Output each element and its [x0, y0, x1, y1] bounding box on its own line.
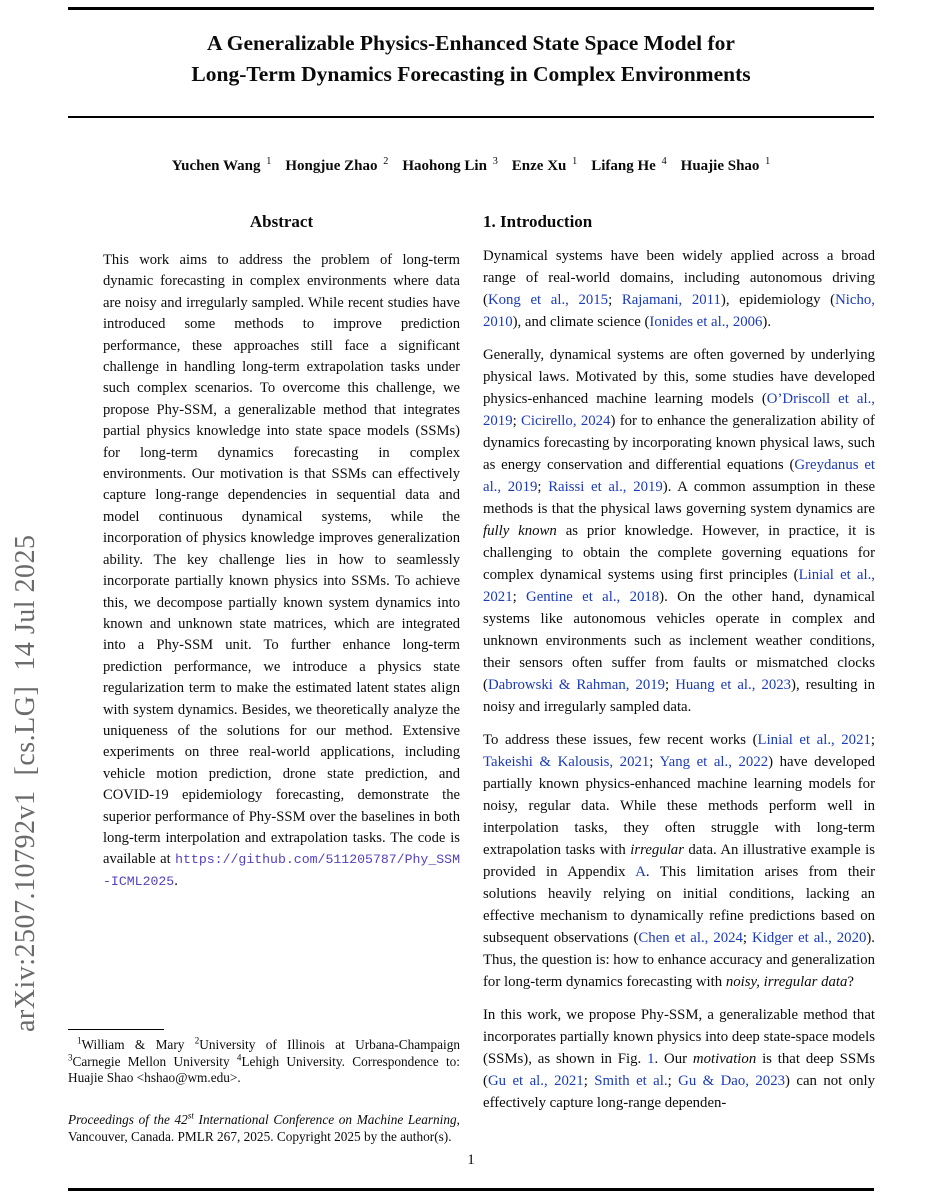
citation-link[interactable]: Smith et al. [594, 1073, 668, 1089]
citation-link[interactable]: Huang et al., 2023 [675, 677, 792, 693]
abstract-heading: Abstract [249, 212, 314, 231]
citation-link[interactable]: Ionides et al., 2006 [649, 314, 763, 330]
text-run: Dynamical systems have been widely applied across a broad range of real-world domains, including autonomous driving ( [483, 248, 875, 308]
text-run: 4 [236, 1052, 242, 1063]
text-run: motivation [692, 1051, 757, 1067]
citation-link[interactable]: Dabrowski & Rahman, 2019 [487, 677, 666, 693]
author: Huajie Shao $^1$ [680, 156, 771, 174]
citation-link[interactable]: Cicirello, 2024 [521, 413, 611, 429]
author-affiliation-sup: 4 [661, 156, 667, 167]
text-run: ; [512, 589, 527, 605]
text-run: is that deep SSMs ( [483, 1051, 875, 1089]
footnote-area [68, 1029, 460, 1145]
author: Lifang He $^4$ [591, 156, 667, 174]
citation-link[interactable]: Gu et al., 2021 [487, 1073, 584, 1089]
text-run: ) have developed partially known physics-enhanced machine learning models for noisy, regular data. While these methods perform well in interpolation tasks, they often struggle with long-term extrapolation tasks with [483, 754, 875, 858]
text-run: ; [870, 732, 876, 748]
text-run: . Our [654, 1051, 693, 1067]
author: Enze Xu $^1$ [511, 156, 578, 174]
text-run: ). On the other hand, dynamical systems like autonomous vehicles operate in complex and unknown environments such as inclement weather conditions, their sensors often suffer from faults or mismatched clocks ( [483, 589, 876, 693]
citation-link[interactable]: Takeishi & Kalousis, 2021 [483, 754, 650, 770]
text-run: . [174, 872, 178, 889]
author-affiliation-sup: 1 [572, 156, 578, 167]
text-run: ; [583, 1073, 595, 1089]
text-run: as prior knowledge. However, in practice, it is challenging to obtain the complete governing equations for complex dynamical systems using first principles ( [483, 523, 875, 583]
text-run: Lehigh University. Correspondence to: Huajie Shao <hshao@wm.edu>. [68, 1053, 460, 1086]
title-line-2: Long-Term Dynamics Forecasting in Complex Environments [191, 62, 751, 86]
text-run: irregular [630, 842, 684, 858]
abstract-body [103, 250, 460, 892]
citation-link[interactable]: Rajamani, 2011 [621, 292, 721, 308]
text-run: ; [512, 413, 522, 429]
text-run: , Vancouver, Canada. PMLR 267, 2025. Copyright 2025 by the author(s). [68, 1112, 460, 1145]
citation-link[interactable]: Linial et al., 2021 [483, 567, 875, 605]
citation-link[interactable]: Linial et al., 2021 [757, 732, 871, 748]
author-affiliation-sup: 1 [266, 156, 272, 167]
author: Yuchen Wang $^1$ [171, 156, 272, 174]
introduction-body [483, 245, 875, 1114]
footnote-rule [68, 1029, 164, 1030]
text-run: ). Thus, the question is: how to enhance accuracy and generalization for long-term dynamics forecasting with [483, 930, 876, 990]
right-column [483, 212, 875, 1114]
citation-link[interactable]: Yang et al., 2022 [659, 754, 769, 770]
citation-link[interactable]: Chen et al., 2024 [638, 930, 743, 946]
code-url-link[interactable]: https://github.com/511205787/Phy_SSM-ICML2025 [103, 852, 460, 889]
text-run: ), and climate science ( [512, 314, 650, 330]
text-run: ). [762, 314, 772, 330]
author-affiliation-sup: 3 [492, 156, 498, 167]
text-run: William & Mary [81, 1037, 195, 1053]
text-run: ). A common assumption in these methods is that the physical laws governing system dynamics are [483, 479, 876, 517]
citation-link[interactable]: Greydanus et al., 2019 [483, 457, 876, 495]
text-run: International Conference on Machine Learning [193, 1112, 457, 1128]
text-run: ; [608, 292, 622, 308]
text-run: 1 [77, 1035, 82, 1046]
paragraph [483, 245, 875, 333]
text-run: ; [665, 677, 676, 693]
title-line-1: A Generalizable Physics-Enhanced State Space Model for [207, 31, 735, 55]
author: Hongjue Zhao $^2$ [285, 156, 389, 174]
text-run: ; [537, 479, 549, 495]
proceedings-footnote [68, 1111, 460, 1145]
page-number: 1 [467, 1152, 475, 1168]
text-run: ; [742, 930, 753, 946]
text-run: noisy, irregular data [725, 974, 848, 990]
text-run: ) can not only effectively capture long-range dependen- [483, 1073, 876, 1111]
bottom-rule [68, 1188, 874, 1191]
introduction-heading: 1. Introduction [483, 212, 593, 231]
citation-link[interactable]: Gu & Dao, 2023 [678, 1073, 786, 1089]
text-run: data. An illustrative example is provided in Appendix [483, 842, 875, 880]
citation-link[interactable]: Kong et al., 2015 [487, 292, 609, 308]
text-run: ? [847, 974, 854, 990]
paragraph [483, 344, 875, 718]
text-run: fully known [483, 523, 557, 539]
paragraph [483, 729, 875, 993]
text-run: ) for to enhance the generalization ability of dynamics forecasting by incorporating known physical laws, such as energy conservation and differential equations ( [483, 413, 875, 473]
top-rule [68, 7, 874, 10]
affiliations-footnote [68, 1037, 460, 1087]
author: Haohong Lin $^3$ [402, 156, 498, 174]
author-list [48, 156, 894, 175]
text-run: University of Illinois at Urbana-Champaign [199, 1037, 460, 1053]
text-run: In this work, we propose Phy-SSM, a generalizable method that incorporates partially known physics into deep state-space models (SSMs), as shown in Fig. [483, 1007, 875, 1067]
citation-link[interactable]: Nicho, 2010 [483, 292, 875, 330]
text-run: ; [649, 754, 660, 770]
title-rule [68, 116, 874, 118]
paper-title [68, 28, 874, 90]
text-run: ), epidemiology ( [720, 292, 836, 308]
left-column [68, 212, 460, 892]
text-run: ), resulting in noisy and irregularly sampled data. [483, 677, 875, 715]
paragraph [103, 250, 460, 892]
text-run: This work aims to address the problem of long-term dynamic forecasting in complex environments where data are noisy and irregularly sampled. While recent studies have introduced some methods to improve prediction performance, these approaches still face a significant challenge in handling long-term extrapolation tasks under such complex scenarios. To overcome this challenge, we propose Phy-SSM, a generalizable method that integrates partial physics knowledge into state space models (SSMs) for long-term dynamics forecasting in complex environments. Our motivation is that SSMs can effectively capture long-range dependencies in sequential data and model continuous dynamical systems, while the incorporation of physics knowledge improves generalization ability. The key challenge lies in how to seamlessly incorporate partially known physics into SSMs. To achieve this, we decompose partially known system dynamics into known and unknown state matrices, which are integrated into a Phy-SSM unit. To further enhance long-term prediction performance, we introduce a physics state regularization term to make the estimated latent states align with system dynamics. Besides, we theoretically analyze the uniqueness of the solutions for our method. Extensive experiments on three real-world applications, including vehicle motion prediction, drone state prediction, and COVID-19 epidemiology forecasting, demonstrate the superior performance of Phy-SSM over the baselines in both long-term interpolation and extrapolation tasks. The code is available at [103, 252, 460, 868]
text-run: . This limitation arises from their solutions heavily relying on initial conditions, lacking an effective mechanism to dynamically refine predictions based on subsequent observations ( [483, 864, 876, 946]
text-run: 3 [68, 1052, 73, 1063]
author-affiliation-sup: 2 [383, 156, 389, 167]
citation-link[interactable]: A [635, 864, 646, 880]
text-run: 2 [194, 1035, 200, 1046]
paragraph [483, 1004, 875, 1114]
citation-link[interactable]: Raissi et al., 2019 [548, 479, 663, 495]
text-run: Proceedings of the 42 [68, 1112, 188, 1128]
text-run: Carnegie Mellon University [72, 1053, 237, 1069]
text-run: st [187, 1110, 194, 1121]
text-run: ; [667, 1073, 679, 1089]
citation-link[interactable]: Kidger et al., 2020 [752, 930, 867, 946]
citation-link[interactable]: O’Driscoll et al., 2019 [483, 391, 875, 429]
arxiv-watermark: arXiv:2507.10792v1 [cs.LG] 14 Jul 2025 [10, 534, 41, 1032]
citation-link[interactable]: Gentine et al., 2018 [526, 589, 660, 605]
author-affiliation-sup: 1 [765, 156, 771, 167]
citation-link[interactable]: 1 [647, 1051, 655, 1067]
text-run: Generally, dynamical systems are often governed by underlying physical laws. Motivated by this, some studies have developed physics-enhanced machine learning models ( [483, 347, 875, 407]
text-run: To address these issues, few recent works ( [483, 732, 758, 748]
